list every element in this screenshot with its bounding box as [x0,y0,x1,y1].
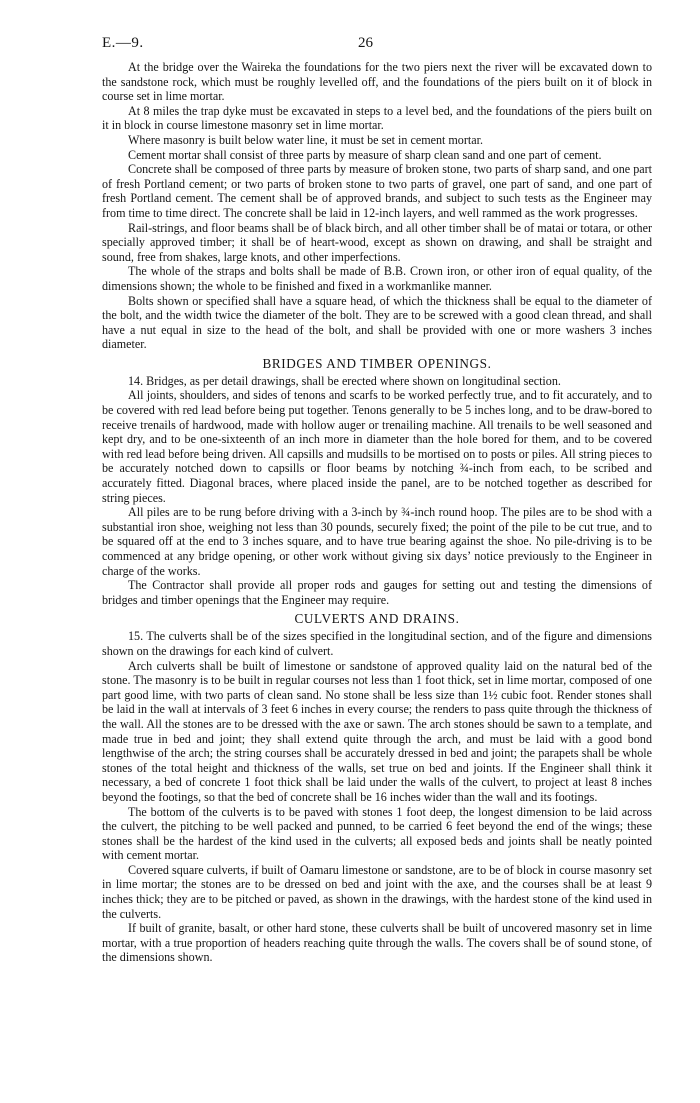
paragraph: At the bridge over the Waireka the foundations for the two piers next the river will be excavated down to the sandstone rock, which must be roughly levelled off, and the foundations of the piers built on it of block in course set in lime mortar. [102,60,652,104]
paragraph: Cement mortar shall consist of three parts by measure of sharp clean sand and one part of cement. [128,147,602,162]
page-number: 26 [358,35,373,51]
section-heading: CULVERTS AND DRAINS. [294,611,460,627]
paragraph: At 8 miles the trap dyke must be excavated in steps to a level bed, and the foundations of the piers built on it in block in course limestone masonry set in lime mortar. [102,103,652,133]
paragraph: All piles are to be rung before driving with a 3-inch by ¾-inch round hoop. The piles are to be shod with a substantial iron shoe, weighing not less than 30 pounds, securely fixed; the point of the pile to be cut true, and to be squared off at the end to 3 inches square, and to have true bearing against the shoe. No pile-driving is to be commenced at any bridge opening, or other work without giving six days’ notice previously to the Engineer in charge of the works. [102,505,652,578]
paragraph: 14. Bridges, as per detail drawings, shall be erected where shown on longitudinal section. [128,373,561,388]
paragraph: Concrete shall be composed of three parts by measure of broken stone, two parts of sharp sand, and one part of fresh Portland cement; or two parts of broken stone to two parts of gravel, one part of sand, and one part of fresh Portland cement. The cement shall be of approved brands, and subject to such tests as the Engineer may from time to time direct. The concrete shall be laid in 12-inch layers, and well rammed as the work progresses. [102,162,652,220]
paragraph: Where masonry is built below water line, it must be set in cement mortar. [128,132,483,147]
paragraph: The whole of the straps and bolts shall be made of B.B. Crown iron, or other iron of equal quality, of the dimensions shown; the whole to be finished and fixed in a workmanlike manner. [102,264,652,293]
paragraph: The bottom of the culverts is to be paved with stones 1 foot deep, the longest dimension to be laid across the culvert, the pitching to be well packed and punned, to be carried 6 feet beyond the end of the wings; these stones shall be the hardest of the kind used in the culverts; all exposed beds and joints shall be neatly pointed with cement mortar. [102,804,652,863]
document-reference: E.—9. [102,35,144,51]
paragraph: Bolts shown or specified shall have a square head, of which the thickness shall be equal to the diameter of the bolt, and the width twice the diameter of the bolt. They are to be screwed with a good clean thread, and shall have a nut equal in size to the head of the bolt, and shall be provided with one or more washers 3 inches diameter. [102,293,652,352]
paragraph: All joints, shoulders, and sides of tenons and scarfs to be worked perfectly true, and to fit accurately, and to be covered with red lead before being put together. Tenons generally to be 5 inches long, and to be draw-bored to receive trenails of hardwood, made with hollow auger or trenailing machine. All trenails to be well seasoned and kept dry, and to be one-sixteenth of an inch more in diameter than the hole bored for them, and to be covered with red lead before being driven. All capsills and mudsills to be mortised on to posts or piles. All string pieces to be accurately notched down to capsills or floor beams by notching ¾-inch from each, to be scribed and accurately fitted. Diagonal braces, where placed inside the panel, are to be notched together as described for string pieces. [102,388,652,505]
paragraph: 15. The culverts shall be of the sizes specified in the longitudinal section, and of the figure and dimensions shown on the drawings for each kind of culvert. [102,629,652,658]
section-heading: BRIDGES AND TIMBER OPENINGS. [262,355,492,371]
paragraph: Rail-strings, and floor beams shall be of black birch, and all other timber shall be of matai or totara, or other specially approved timber; it shall be of heart-wood, except as shown on drawing, and shall be straight and sound, free from shakes, large knots, and other imperfections. [102,220,652,264]
paragraph: If built of granite, basalt, or other hard stone, these culverts shall be built of uncovered masonry set in lime mortar, with a true proportion of headers reaching quite through the walls. The covers shall be of sound stone, of the dimensions shown. [102,921,652,965]
paragraph: Arch culverts shall be built of limestone or sandstone of approved quality laid on the natural bed of the stone. The masonry is to be built in regular courses not less than 1 foot thick, set in lime mortar, composed of one part good lime, with two parts of clean sand. No stone shall be less size than 1½ cubic foot. Render stones shall be laid in the wall at intervals of 3 feet 6 inches in every course; the renders to pass quite through the thickness of the wall. All the stones are to be dressed with the axe or sawn. The arch stones should be sawn to a template, and made true in bed and joint; they shall extend quite through the arch, and must be laid with a good bond lengthwise of the arch; the string courses shall be accurately dressed in bed and joint; the parapets shall be whole stones of the total height and thickness of the walls, set true on bed and joints. If the Engineer shall think it necessary, a bed of concrete 1 foot thick shall be laid under the walls of the culvert, to project at least 8 inches beyond the footings, so that the bed of concrete shall be 16 inches wider than the wall and its footings. [102,658,652,804]
paragraph: Covered square culverts, if built of Oamaru limestone or sandstone, are to be of block in course masonry set in lime mortar; the stones are to be dressed on bed and joint with the axe, and the courses shall be at least 9 inches thick; they are to be pitched or paved, as shown in the drawings, with the hardest stone of the kind used in the culverts. [102,862,652,921]
page-header [102,30,652,60]
paragraph: The Contractor shall provide all proper rods and gauges for setting out and testing the dimensions of bridges and timber openings that the Engineer may require. [102,578,652,607]
